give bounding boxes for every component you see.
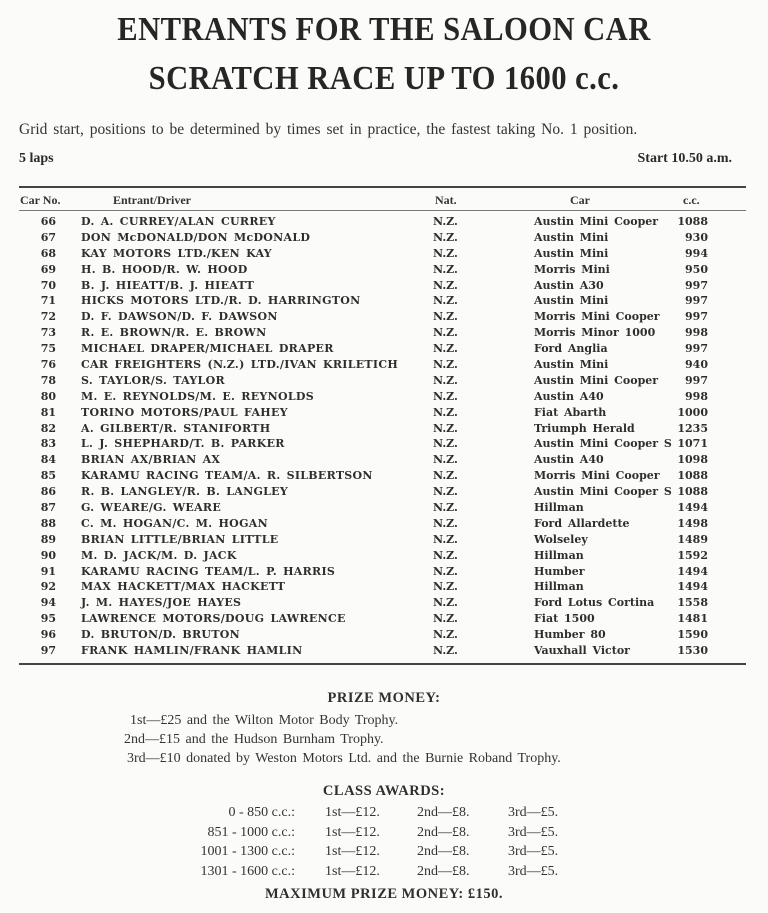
table-row [0, 374, 768, 390]
nationality: N.Z. [433, 373, 458, 387]
entrant-driver: J. M. HAYES/JOE HAYES [81, 596, 242, 610]
table-row [0, 247, 768, 263]
entrant-driver: FRANK HAMLIN/FRANK HAMLIN [81, 644, 303, 658]
nationality: N.Z. [433, 564, 458, 578]
car-number: 85 [40, 469, 56, 483]
page-title-line-1: ENTRANTS FOR THE SALOON CAR [117, 11, 651, 48]
nationality: N.Z. [433, 421, 458, 435]
car-model: Ford Lotus Cortina [534, 596, 655, 610]
entrant-driver: D. F. DAWSON/D. F. DAWSON [81, 310, 278, 324]
car-number: 66 [40, 215, 56, 228]
car-number: 81 [40, 405, 56, 419]
table-row [0, 644, 768, 660]
page-title-line-2: SCRATCH RACE UP TO 1600 c.c. [148, 60, 620, 97]
car-number: 96 [40, 628, 56, 642]
car-number: 88 [40, 516, 56, 530]
nationality: N.Z. [433, 628, 458, 642]
table-row [0, 453, 768, 469]
entrant-driver: R. B. LANGLEY/R. B. LANGLEY [81, 485, 289, 499]
engine-cc: 1088 [677, 215, 708, 228]
entrant-driver: MICHAEL DRAPER/MICHAEL DRAPER [81, 342, 334, 356]
table-row [0, 422, 768, 438]
second-prize: 2nd—£8. [417, 824, 470, 840]
entrant-driver: G. WEARE/G. WEARE [81, 501, 222, 515]
entrant-driver: L. J. SHEPHARD/T. B. PARKER [81, 437, 285, 451]
nationality: N.Z. [433, 612, 458, 626]
third-prize: 3rd—£5. [508, 824, 559, 840]
table-row [0, 533, 768, 549]
maximum-prize-money: MAXIMUM PRIZE MONEY: £150. [264, 886, 503, 902]
table-row [0, 469, 768, 485]
car-model: Austin Mini [534, 246, 609, 260]
nationality: N.Z. [433, 358, 458, 372]
engine-cc: 1494 [677, 580, 708, 594]
entrant-driver: S. TAYLOR/S. TAYLOR [81, 373, 225, 387]
engine-cc: 1558 [677, 596, 708, 610]
car-model: Hillman [534, 548, 584, 562]
car-number: 83 [40, 437, 56, 451]
class-award-row [0, 805, 768, 824]
nationality: N.Z. [433, 389, 458, 403]
car-model: Vauxhall Victor [534, 644, 630, 658]
nationality: N.Z. [433, 548, 458, 562]
engine-cc: 997 [685, 310, 708, 324]
third-prize: 3rd—£5. [508, 863, 559, 879]
nationality: N.Z. [433, 469, 458, 483]
prize-line-2nd: 2nd—£15 and the Hudson Burnham Trophy. [124, 732, 384, 747]
table-row [0, 294, 768, 310]
nationality: N.Z. [433, 294, 458, 308]
engine-cc: 997 [685, 294, 708, 308]
car-model: Ford Allardette [534, 516, 630, 530]
engine-cc: 1235 [677, 421, 708, 435]
table-row [0, 549, 768, 565]
nationality: N.Z. [433, 246, 458, 260]
table-row [0, 279, 768, 295]
entrant-driver: H. B. HOOD/R. W. HOOD [81, 262, 248, 276]
car-number: 76 [40, 358, 56, 372]
prize-money-title: PRIZE MONEY: [327, 690, 441, 706]
header-nat: Nat. [435, 193, 457, 207]
first-prize: 1st—£12. [325, 805, 380, 820]
nationality: N.Z. [433, 278, 458, 292]
car-model: Austin Mini [534, 230, 609, 244]
car-model: Hillman [534, 580, 584, 594]
third-prize: 3rd—£5. [508, 805, 559, 820]
entrant-driver: A. GILBERT/R. STANIFORTH [81, 421, 271, 435]
car-model: Austin Mini Cooper S [534, 437, 672, 451]
table-row [0, 485, 768, 501]
car-number: 89 [40, 532, 56, 546]
header-cc: c.c. [683, 193, 700, 207]
car-model: Austin A40 [534, 453, 604, 467]
entrant-driver: BRIAN AX/BRIAN AX [81, 453, 221, 467]
car-model: Morris Minor 1000 [534, 326, 656, 340]
engine-cc: 1494 [677, 501, 708, 515]
car-number: 82 [40, 421, 56, 435]
nationality: N.Z. [433, 644, 458, 658]
prize-line-3rd: 3rd—£10 donated by Weston Motors Ltd. and the Burnie Roband Trophy. [127, 751, 561, 766]
nationality: N.Z. [433, 230, 458, 244]
table-row [0, 215, 768, 231]
car-model: Austin Mini Cooper [534, 373, 659, 387]
car-model: Wolseley [534, 532, 588, 546]
car-model: Ford Anglia [534, 342, 608, 356]
entrant-driver: B. J. HIEATT/B. J. HIEATT [81, 278, 255, 292]
entrant-driver: M. E. REYNOLDS/M. E. REYNOLDS [81, 389, 314, 403]
car-number: 73 [40, 326, 56, 340]
car-model: Fiat Abarth [534, 405, 607, 419]
car-model: Austin Mini Cooper S [534, 485, 672, 499]
intro-text: Grid start, positions to be determined by times set in practice, the fastest taking No. 1 position. [19, 121, 638, 138]
engine-cc: 1098 [677, 453, 708, 467]
table-row [0, 390, 768, 406]
engine-cc: 994 [685, 246, 708, 260]
entrant-driver: R. E. BROWN/R. E. BROWN [81, 326, 267, 340]
car-number: 90 [40, 548, 56, 562]
class-award-row [0, 844, 768, 863]
entrant-driver: LAWRENCE MOTORS/DOUG LAWRENCE [81, 612, 346, 626]
engine-cc: 940 [685, 358, 708, 372]
header-car: Car [570, 193, 590, 207]
nationality: N.Z. [433, 485, 458, 499]
car-number: 94 [40, 596, 56, 610]
header-entrant: Entrant/Driver [113, 193, 191, 207]
car-number: 97 [40, 644, 56, 658]
first-prize: 1st—£12. [325, 844, 380, 859]
second-prize: 2nd—£8. [417, 844, 470, 859]
engine-cc: 998 [685, 389, 708, 403]
engine-cc: 998 [685, 326, 708, 340]
nationality: N.Z. [433, 310, 458, 324]
nationality: N.Z. [433, 453, 458, 467]
engine-cc: 1088 [677, 485, 708, 499]
table-row [0, 501, 768, 517]
engine-cc: 1590 [677, 628, 708, 642]
entrant-driver: D. BRUTON/D. BRUTON [81, 628, 241, 642]
class-award-row [0, 864, 768, 883]
table-bottom-rule [19, 663, 746, 665]
car-number: 78 [40, 373, 56, 387]
entrant-driver: DON McDONALD/DON McDONALD [81, 230, 311, 244]
car-number: 71 [40, 294, 56, 308]
car-number: 95 [40, 612, 56, 626]
nationality: N.Z. [433, 215, 458, 228]
car-model: Humber [534, 564, 585, 578]
engine-cc: 997 [685, 373, 708, 387]
table-row [0, 565, 768, 581]
car-model: Morris Mini [534, 262, 610, 276]
car-model: Austin Mini Cooper [534, 215, 659, 228]
entrant-driver: HICKS MOTORS LTD./R. D. HARRINGTON [81, 294, 361, 308]
engine-cc: 1489 [677, 532, 708, 546]
class-range: 0 - 850 c.c.: [228, 805, 295, 820]
engine-cc: 1494 [677, 564, 708, 578]
car-number: 86 [40, 485, 56, 499]
nationality: N.Z. [433, 262, 458, 276]
engine-cc: 997 [685, 278, 708, 292]
entrant-driver: CAR FREIGHTERS (N.Z.) LTD./IVAN KRILETICH [81, 358, 399, 372]
car-number: 87 [40, 501, 56, 515]
table-header-rule [19, 210, 746, 211]
entrant-driver: D. A. CURREY/ALAN CURREY [81, 215, 276, 228]
car-number: 67 [40, 230, 56, 244]
table-row [0, 231, 768, 247]
car-model: Morris Mini Cooper [534, 310, 660, 324]
third-prize: 3rd—£5. [508, 844, 559, 859]
second-prize: 2nd—£8. [417, 805, 470, 820]
entrant-driver: KARAMU RACING TEAM/A. R. SILBERTSON [81, 469, 373, 483]
table-row [0, 437, 768, 453]
car-number: 69 [40, 262, 56, 276]
nationality: N.Z. [433, 580, 458, 594]
first-prize: 1st—£12. [325, 863, 380, 879]
car-model: Fiat 1500 [534, 612, 595, 626]
car-model: Triumph Herald [534, 421, 635, 435]
car-number: 70 [40, 278, 56, 292]
class-awards-title: CLASS AWARDS: [322, 783, 446, 799]
table-row [0, 406, 768, 422]
entrant-driver: KARAMU RACING TEAM/L. P. HARRIS [81, 564, 336, 578]
table-top-rule [19, 186, 746, 188]
car-number: 84 [40, 453, 56, 467]
entrant-driver: C. M. HOGAN/C. M. HOGAN [81, 516, 268, 530]
engine-cc: 1071 [677, 437, 708, 451]
car-number: 91 [40, 564, 56, 578]
table-row [0, 358, 768, 374]
nationality: N.Z. [433, 532, 458, 546]
table-row [0, 628, 768, 644]
first-prize: 1st—£12. [325, 824, 380, 840]
entrant-driver: TORINO MOTORS/PAUL FAHEY [81, 405, 288, 419]
table-row [0, 326, 768, 342]
laps-label: 5 laps [19, 151, 54, 166]
class-range: 851 - 1000 c.c.: [207, 824, 295, 840]
entrant-driver: KAY MOTORS LTD./KEN KAY [81, 246, 272, 260]
car-number: 75 [40, 342, 56, 356]
class-award-row [0, 825, 768, 844]
entrants-table-body [0, 215, 768, 660]
table-row [0, 310, 768, 326]
car-model: Austin A30 [534, 278, 604, 292]
engine-cc: 1088 [677, 469, 708, 483]
header-car-no: Car No. [20, 193, 61, 207]
car-model: Austin Mini [534, 294, 609, 308]
table-row [0, 342, 768, 358]
nationality: N.Z. [433, 501, 458, 515]
class-range: 1301 - 1600 c.c.: [200, 863, 295, 879]
table-row [0, 263, 768, 279]
table-row [0, 596, 768, 612]
nationality: N.Z. [433, 405, 458, 419]
nationality: N.Z. [433, 342, 458, 356]
entrant-driver: M. D. JACK/M. D. JACK [81, 548, 237, 562]
car-model: Humber 80 [534, 628, 606, 642]
engine-cc: 1000 [677, 405, 708, 419]
engine-cc: 1592 [677, 548, 708, 562]
car-model: Austin A40 [534, 389, 604, 403]
nationality: N.Z. [433, 516, 458, 530]
nationality: N.Z. [433, 437, 458, 451]
entrant-driver: MAX HACKETT/MAX HACKETT [81, 580, 286, 594]
class-range: 1001 - 1300 c.c.: [200, 844, 295, 859]
engine-cc: 930 [685, 230, 708, 244]
prize-line-1st: 1st—£25 and the Wilton Motor Body Trophy. [130, 713, 399, 728]
nationality: N.Z. [433, 596, 458, 610]
car-number: 92 [40, 580, 56, 594]
nationality: N.Z. [433, 326, 458, 340]
table-row [0, 517, 768, 533]
entrant-driver: BRIAN LITTLE/BRIAN LITTLE [81, 532, 279, 546]
table-row [0, 580, 768, 596]
car-model: Austin Mini [534, 358, 609, 372]
engine-cc: 1530 [677, 644, 708, 658]
engine-cc: 997 [685, 342, 708, 356]
car-model: Morris Mini Cooper [534, 469, 660, 483]
engine-cc: 950 [685, 262, 708, 276]
table-row [0, 612, 768, 628]
car-number: 80 [40, 389, 56, 403]
car-number: 72 [40, 310, 56, 324]
car-number: 68 [40, 246, 56, 260]
second-prize: 2nd—£8. [417, 863, 470, 879]
car-model: Hillman [534, 501, 584, 515]
start-time: Start 10.50 a.m. [637, 151, 732, 166]
engine-cc: 1498 [677, 516, 708, 530]
engine-cc: 1481 [677, 612, 708, 626]
